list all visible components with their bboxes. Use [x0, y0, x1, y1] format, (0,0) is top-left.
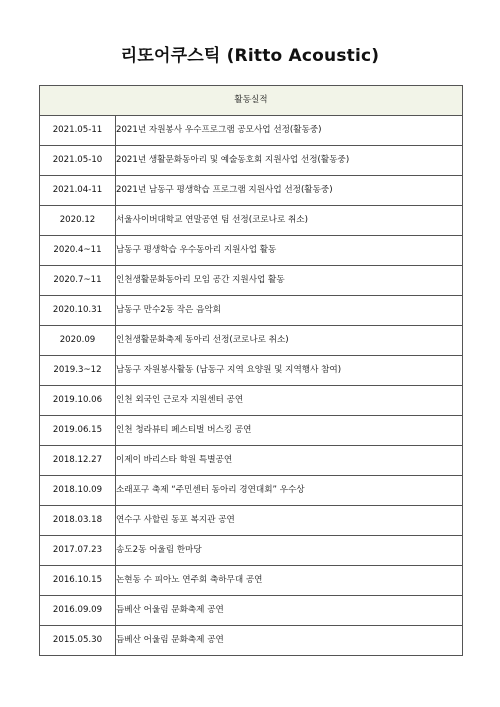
table-row: [40, 146, 463, 176]
row-description: 2021년 자원봉사 우수프로그램 공모사업 선정(활동중): [116, 116, 463, 146]
row-date: 2020.10.31: [40, 296, 116, 326]
table-row: [40, 296, 463, 326]
table-row: [40, 206, 463, 236]
row-description: 인천 외국인 근로자 지원센터 공연: [116, 386, 463, 416]
table-row: [40, 476, 463, 506]
row-description: 남동구 평생학습 우수동아리 지원사업 활동: [116, 236, 463, 266]
row-date: 2019.10.06: [40, 386, 116, 416]
table-row: [40, 236, 463, 266]
row-date: 2021.05-11: [40, 116, 116, 146]
row-date: 2016.09.09: [40, 596, 116, 626]
table-row: [40, 626, 463, 656]
document-title: 리또어쿠스틱 (Ritto Acoustic): [120, 46, 380, 66]
table-header-row: [40, 86, 463, 116]
row-date: 2019.3~12: [40, 356, 116, 386]
table-row: [40, 446, 463, 476]
row-description: 인천생활문화동아리 모임 공간 지원사업 활동: [116, 266, 463, 296]
table-row: [40, 266, 463, 296]
row-date: 2018.10.09: [40, 476, 116, 506]
table-row: [40, 506, 463, 536]
table-row: [40, 566, 463, 596]
row-description: 2021년 생활문화동아리 및 예술동호회 지원사업 선정(활동중): [116, 146, 463, 176]
row-date: 2020.09: [40, 326, 116, 356]
row-date: 2018.12.27: [40, 446, 116, 476]
row-date: 2016.10.15: [40, 566, 116, 596]
activity-record-table: [39, 85, 463, 656]
table-row: [40, 176, 463, 206]
row-description: 남동구 자원봉사활동 (남동구 지역 요양원 및 지역행사 참여): [116, 356, 463, 386]
row-description: 인천생활문화축제 동아리 선정(코로나로 취소): [116, 326, 463, 356]
row-description: 소래포구 축제 “주민센터 동아리 경연대회” 우수상: [116, 476, 463, 506]
table-row: [40, 356, 463, 386]
row-description: 듬베산 어울림 문화축제 공연: [116, 596, 463, 626]
row-description: 연수구 사할린 동포 복지관 공연: [116, 506, 463, 536]
row-description: 남동구 만수2동 작은 음악회: [116, 296, 463, 326]
table-row: [40, 116, 463, 146]
row-date: 2020.7~11: [40, 266, 116, 296]
table-row: [40, 536, 463, 566]
row-description: 2021년 남동구 평생학습 프로그램 지원사업 선정(활동중): [116, 176, 463, 206]
row-date: 2017.07.23: [40, 536, 116, 566]
table-row: [40, 326, 463, 356]
row-date: 2020.4~11: [40, 236, 116, 266]
row-description: 송도2동 어울림 한마당: [116, 536, 463, 566]
row-description: 인천 청라뷰티 페스티벌 버스킹 공연: [116, 416, 463, 446]
table-row: [40, 386, 463, 416]
table-row: [40, 596, 463, 626]
row-date: 2018.03.18: [40, 506, 116, 536]
table-header: 활동실적: [40, 86, 463, 116]
row-date: 2019.06.15: [40, 416, 116, 446]
row-description: 듬베산 어울림 문화축제 공연: [116, 626, 463, 656]
row-date: 2021.05-10: [40, 146, 116, 176]
row-description: 이제이 바리스타 학원 특별공연: [116, 446, 463, 476]
table-row: [40, 416, 463, 446]
row-description: 논현동 수 피아노 연주회 축하무대 공연: [116, 566, 463, 596]
row-date: 2020.12: [40, 206, 116, 236]
row-description: 서울사이버대학교 연말공연 팀 선정(코로나로 취소): [116, 206, 463, 236]
row-date: 2021.04-11: [40, 176, 116, 206]
row-date: 2015.05.30: [40, 626, 116, 656]
